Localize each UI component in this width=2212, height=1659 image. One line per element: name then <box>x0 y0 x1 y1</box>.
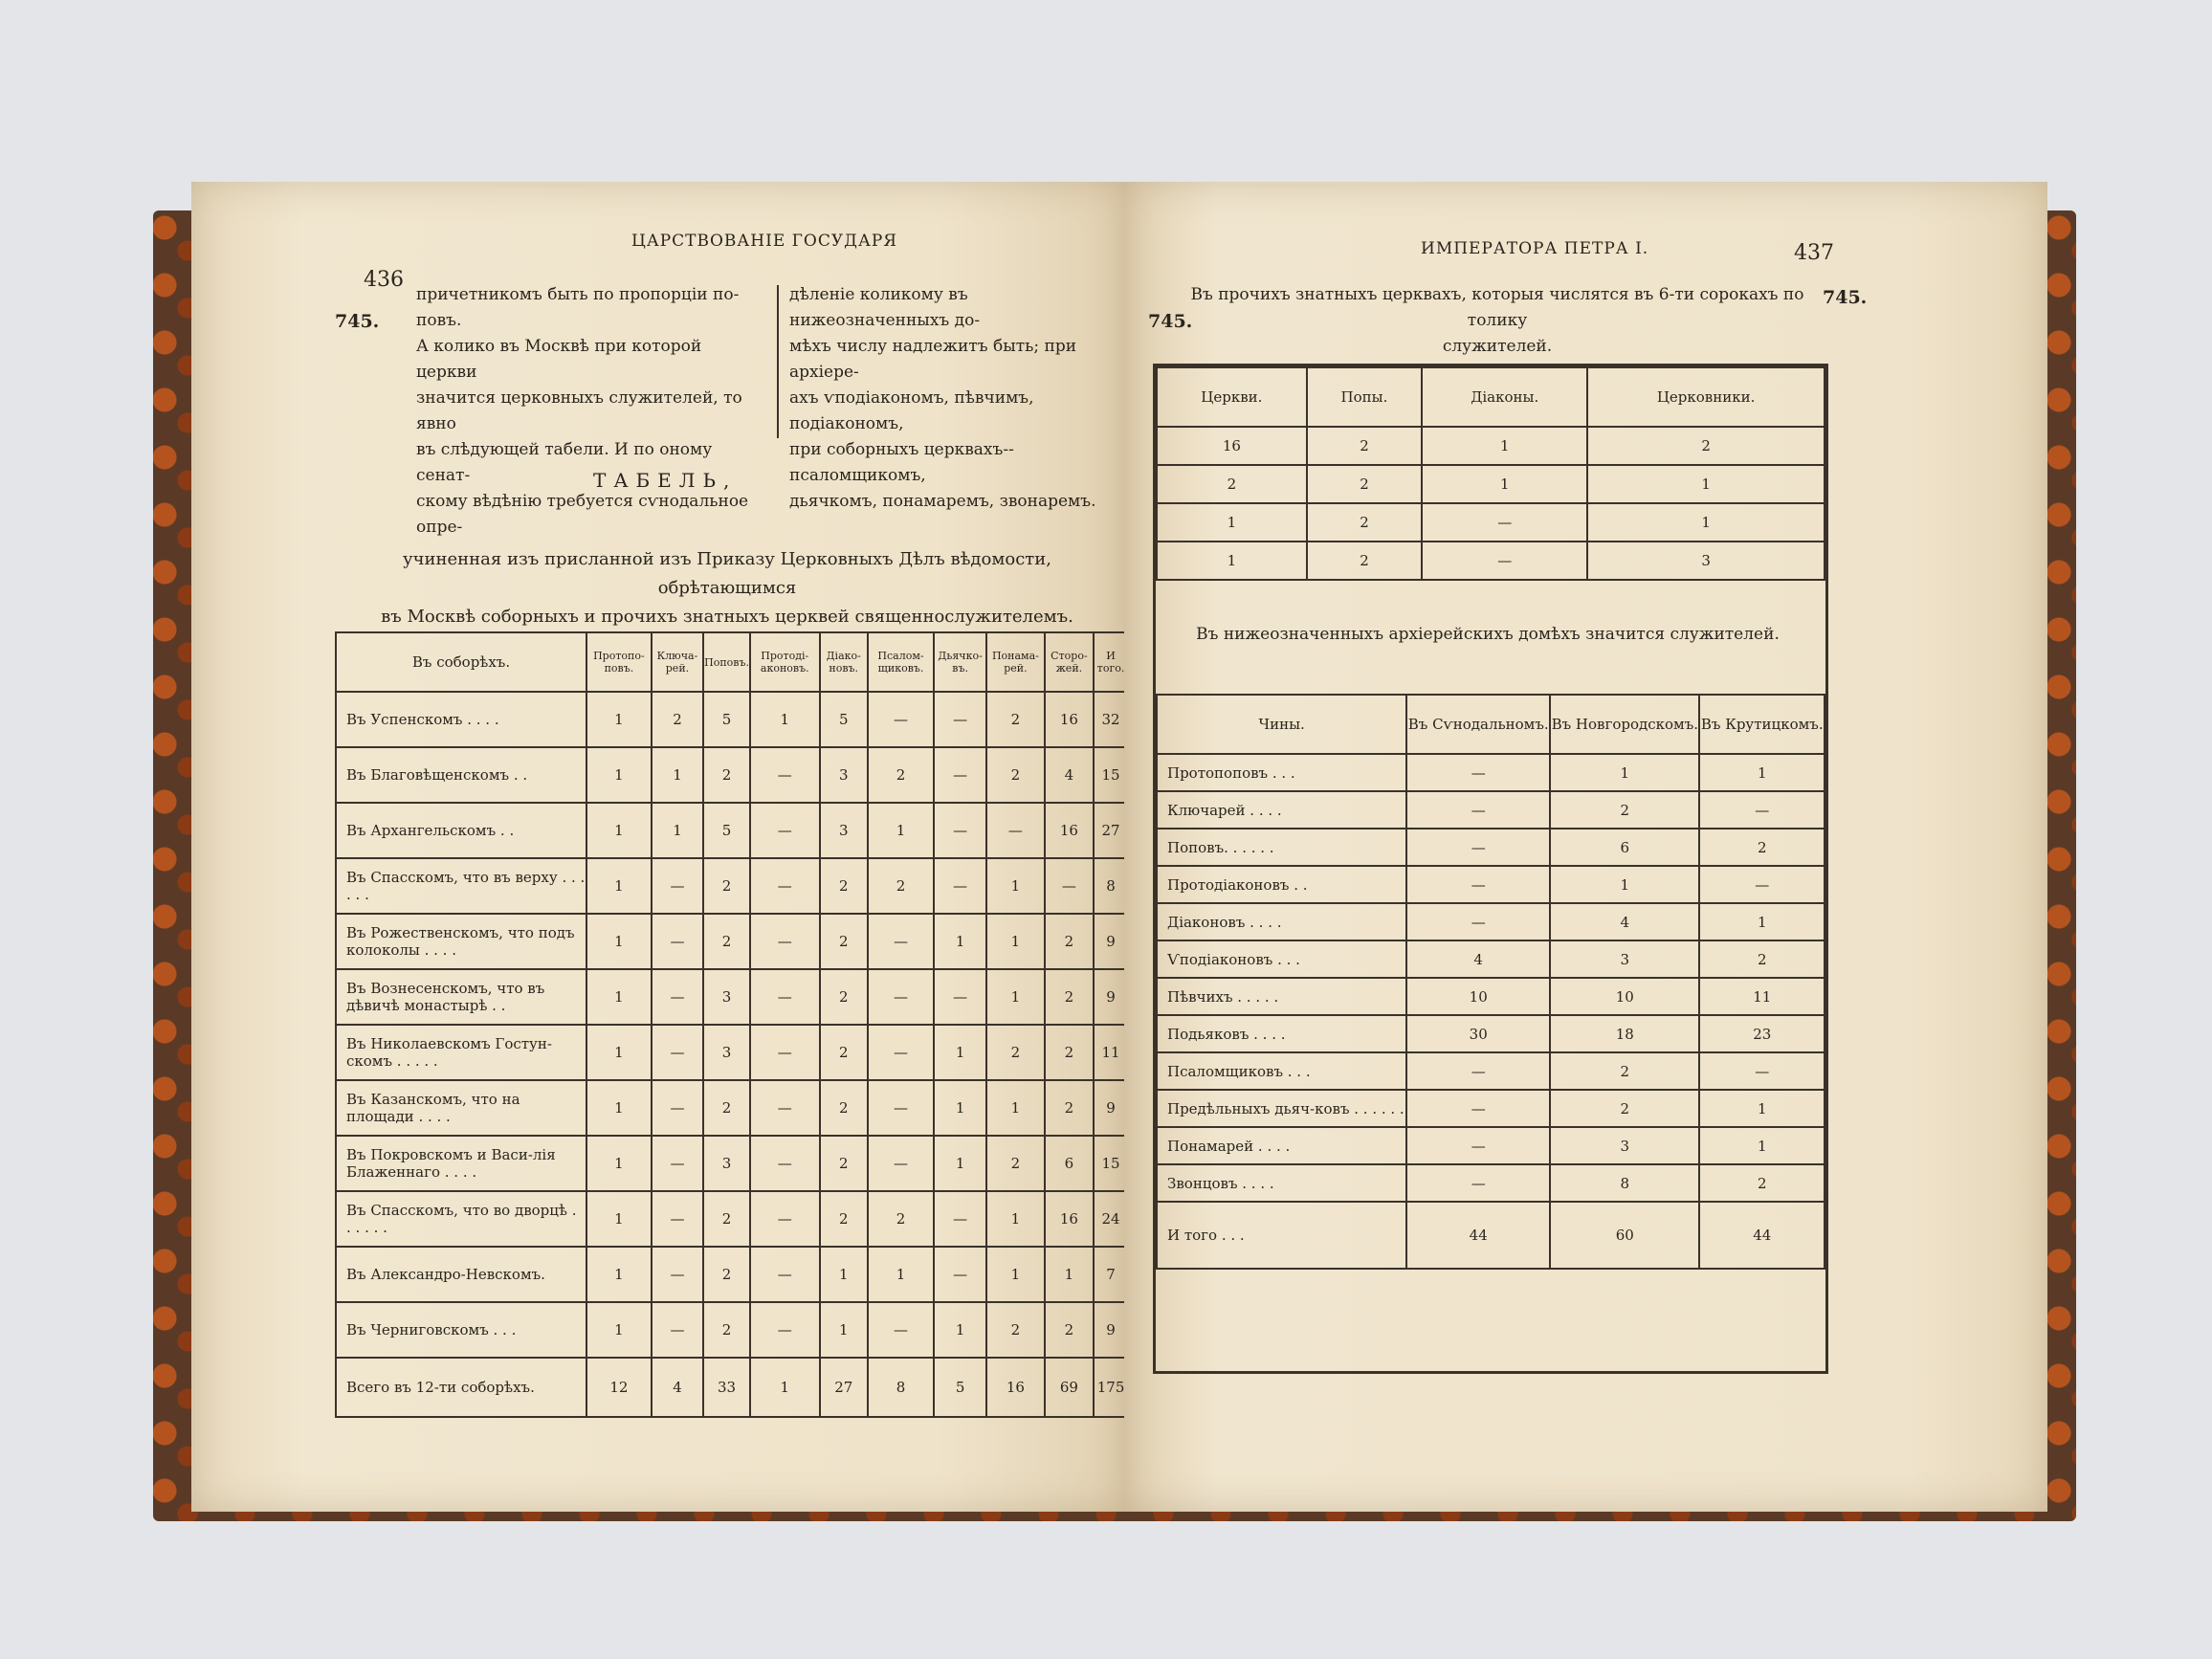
running-head: ИМПЕРАТОРА ПЕТРА I. <box>1421 239 1649 258</box>
table-cell: — <box>750 858 820 914</box>
table-cell: 1 <box>1587 503 1825 542</box>
table-row <box>336 914 1124 969</box>
table-cell: 24 <box>1094 1191 1124 1247</box>
table-row <box>1157 1090 1825 1127</box>
table-cell: — <box>750 1136 820 1191</box>
row-label: Псаломщиковъ . . . <box>1157 1052 1406 1090</box>
row-label: Ключарей . . . . <box>1157 791 1406 829</box>
table-row <box>336 1080 1124 1136</box>
table-cell: 2 <box>1045 1080 1094 1136</box>
table-cell: 1 <box>868 1247 934 1302</box>
table-cell: 2 <box>1045 914 1094 969</box>
table-cell: — <box>934 1247 986 1302</box>
table-cell: — <box>1406 829 1550 866</box>
table-cell: 1 <box>820 1302 868 1358</box>
column-header: Діако-новъ. <box>820 632 868 692</box>
table-cell: — <box>1406 903 1550 940</box>
text-line: причетникомъ быть по пропорціи по- <box>416 285 740 304</box>
table-row <box>1157 1164 1825 1202</box>
table-cell: 2 <box>820 914 868 969</box>
column-header: Понама-рей. <box>986 632 1045 692</box>
total-row <box>336 1358 1124 1417</box>
table-cell: — <box>652 1080 703 1136</box>
table-row <box>1157 866 1825 903</box>
table-cell: 5 <box>703 692 750 747</box>
table-cell: 11 <box>1094 1025 1124 1080</box>
total-cell: 175 <box>1094 1358 1124 1417</box>
table-cell: 5 <box>820 692 868 747</box>
row-label: Въ Благовѣщенскомъ . . <box>336 747 586 803</box>
table-cell: — <box>986 803 1045 858</box>
open-book <box>153 182 2076 1521</box>
total-label: Всего въ 12-ти соборѣхъ. <box>336 1358 586 1417</box>
right-page <box>1124 182 2047 1512</box>
table-cell: 1 <box>1699 903 1825 940</box>
table-row <box>1157 1127 1825 1164</box>
page-number: 437 <box>1794 241 1834 265</box>
table-cell: 16 <box>1157 427 1307 465</box>
text-line: повъ. <box>416 311 462 330</box>
table-cell: 3 <box>1550 1127 1699 1164</box>
table-cell: — <box>1699 866 1825 903</box>
table-cell: 1 <box>934 914 986 969</box>
total-cell: 5 <box>934 1358 986 1417</box>
total-cell: 16 <box>986 1358 1045 1417</box>
table-cell: — <box>1045 858 1094 914</box>
table-cell: 1 <box>586 1025 652 1080</box>
table-cell: 2 <box>986 692 1045 747</box>
row-label: Въ Спасскомъ, что въ верху . . . . . . <box>336 858 586 914</box>
row-label: Протопоповъ . . . <box>1157 754 1406 791</box>
intro-text <box>1182 282 1813 360</box>
column-header: Ключа-рей. <box>652 632 703 692</box>
table-cell: 1 <box>586 1302 652 1358</box>
table-cell: 32 <box>1094 692 1124 747</box>
table-cell: — <box>652 858 703 914</box>
table-cell: — <box>868 1136 934 1191</box>
table-cell: — <box>750 969 820 1025</box>
table-cell: — <box>750 1302 820 1358</box>
table-cell: 2 <box>703 1080 750 1136</box>
table-cell: 11 <box>1699 978 1825 1015</box>
table-row <box>1157 754 1825 791</box>
table-cell: 2 <box>868 1191 934 1247</box>
table-cell: 1 <box>1422 427 1587 465</box>
table-cell: 2 <box>703 747 750 803</box>
table-cell: — <box>868 1025 934 1080</box>
row-label: Въ Архангельскомъ . . <box>336 803 586 858</box>
row-label: Протодіаконовъ . . <box>1157 866 1406 903</box>
row-label: Діаконовъ . . . . <box>1157 903 1406 940</box>
row-label: Въ Вознесенскомъ, что въ дѣвичѣ монастырѣ . . <box>336 969 586 1025</box>
table-cell: — <box>750 1080 820 1136</box>
table-cell: 1 <box>1550 866 1699 903</box>
table-cell: 1 <box>986 1247 1045 1302</box>
table-cell: 2 <box>1699 940 1825 978</box>
total-cell: 12 <box>586 1358 652 1417</box>
table-cell: 1 <box>1587 465 1825 503</box>
row-label: Звонцовъ . . . . <box>1157 1164 1406 1202</box>
table-cell: 2 <box>986 1136 1045 1191</box>
column-header: Поповъ. <box>703 632 750 692</box>
table-cell: 2 <box>652 692 703 747</box>
table-cell: — <box>750 1025 820 1080</box>
table-cell: 3 <box>820 803 868 858</box>
table-cell: 1 <box>986 1191 1045 1247</box>
table-cell: 4 <box>1045 747 1094 803</box>
table-cell: 9 <box>1094 969 1124 1025</box>
table-cell: 1 <box>750 692 820 747</box>
table-cell: — <box>934 747 986 803</box>
table-cell: — <box>750 803 820 858</box>
table-cell: 2 <box>1550 1090 1699 1127</box>
table-cell: 2 <box>868 858 934 914</box>
table-cell: — <box>652 914 703 969</box>
row-label: Въ Николаевскомъ Гостун-скомъ . . . . . <box>336 1025 586 1080</box>
row-label: Въ Рожественскомъ, что подъ колоколы . . . . <box>336 914 586 969</box>
table-cell: — <box>868 1302 934 1358</box>
table-cell: — <box>652 1247 703 1302</box>
table-cell: 1 <box>586 1247 652 1302</box>
table-cell: — <box>1406 1052 1550 1090</box>
total-cell: 44 <box>1699 1202 1825 1269</box>
table-cell: 2 <box>703 858 750 914</box>
table-cell: — <box>868 969 934 1025</box>
column-header: Церкви. <box>1157 367 1307 427</box>
table-row <box>336 692 1124 747</box>
table-row <box>336 969 1124 1025</box>
table-cell: 1 <box>986 1080 1045 1136</box>
table-cell: 2 <box>1699 1164 1825 1202</box>
table-cell: 2 <box>820 1080 868 1136</box>
row-label: Предѣльныхъ дьяч-ковъ . . . . . . <box>1157 1090 1406 1127</box>
table-cell: — <box>750 1191 820 1247</box>
text-line: дѣленіе коликому въ нижеозначенныхъ до- <box>789 285 981 330</box>
table-row <box>1157 829 1825 866</box>
column-divider <box>777 285 779 438</box>
table-cell: — <box>1406 1127 1550 1164</box>
table-cell: 2 <box>820 969 868 1025</box>
table-cell: 2 <box>1587 427 1825 465</box>
table-row <box>336 1136 1124 1191</box>
table-row <box>336 1025 1124 1080</box>
table-cell: 2 <box>820 1025 868 1080</box>
table-cell: — <box>868 692 934 747</box>
subtitle-line-1: учиненная изъ присланной изъ Приказу Церковныхъ Дѣлъ вѣдомости, обрѣтающимся <box>403 549 1051 598</box>
table-cell: 1 <box>934 1080 986 1136</box>
total-cell: 33 <box>703 1358 750 1417</box>
total-row <box>1157 1202 1825 1269</box>
table-cell: 3 <box>1550 940 1699 978</box>
table-cell: 3 <box>703 969 750 1025</box>
table-cell: 1 <box>934 1025 986 1080</box>
table-cell: 2 <box>868 747 934 803</box>
text-line: ахъ ѵподіакономъ, пѣвчимъ, подіакономъ, <box>789 388 1034 433</box>
table-cell: 1 <box>1422 465 1587 503</box>
table-row <box>336 1247 1124 1302</box>
table-cell: 15 <box>1094 747 1124 803</box>
table-cell: 1 <box>986 914 1045 969</box>
table-cell: 2 <box>820 1136 868 1191</box>
table-row <box>336 747 1124 803</box>
column-header: Въ Крутицкомъ. <box>1699 695 1825 754</box>
table-cell: 9 <box>1094 1080 1124 1136</box>
section-number: 745. <box>1148 311 1193 332</box>
column-header: Въ Новгородскомъ. <box>1550 695 1699 754</box>
table-cell: — <box>1699 1052 1825 1090</box>
table-cell: 2 <box>1307 427 1422 465</box>
table-cell: — <box>652 1025 703 1080</box>
total-cell: 69 <box>1045 1358 1094 1417</box>
table-cell: — <box>934 692 986 747</box>
table-cell: 1 <box>1699 1127 1825 1164</box>
table-row <box>1157 1015 1825 1052</box>
table-cell: — <box>750 914 820 969</box>
section-number: 745. <box>335 311 380 332</box>
table-cell: 1 <box>1045 1247 1094 1302</box>
table-cell: 1 <box>1550 754 1699 791</box>
table-cell: — <box>1406 791 1550 829</box>
table-row <box>336 1191 1124 1247</box>
subtitle-line-2: въ Москвѣ соборныхъ и прочихъ знатныхъ церквей священнослужителемъ. <box>381 607 1073 627</box>
table-cell: 8 <box>1094 858 1124 914</box>
table-row <box>1157 503 1825 542</box>
table-cell: 1 <box>1699 754 1825 791</box>
table-cell: 16 <box>1045 1191 1094 1247</box>
table-title: ТАБЕЛЬ, <box>593 469 738 492</box>
table-cell: 1 <box>586 1136 652 1191</box>
header-row <box>1157 367 1825 427</box>
table-cell: — <box>934 969 986 1025</box>
table-cell: — <box>652 1302 703 1358</box>
row-label: Пѣвчихъ . . . . . <box>1157 978 1406 1015</box>
table-cell: 2 <box>820 1191 868 1247</box>
table-cell: 2 <box>703 914 750 969</box>
table-cell: 1 <box>586 914 652 969</box>
row-label: Понамарей . . . . <box>1157 1127 1406 1164</box>
table-row <box>1157 940 1825 978</box>
table-cell: 1 <box>586 1080 652 1136</box>
table-cell: 2 <box>986 1025 1045 1080</box>
total-cell: 60 <box>1550 1202 1699 1269</box>
total-cell: 1 <box>750 1358 820 1417</box>
table-cell: — <box>750 1247 820 1302</box>
table-cell: — <box>1699 791 1825 829</box>
table-cell: 9 <box>1094 1302 1124 1358</box>
row-label: Въ Покровскомъ и Васи-лія Блаженнаго . . . . <box>336 1136 586 1191</box>
column-header: Въ Сѵнодальномъ. <box>1406 695 1550 754</box>
header-row <box>1157 695 1825 754</box>
table-row <box>1157 978 1825 1015</box>
table-cell: 1 <box>986 858 1045 914</box>
table-cell: 16 <box>1045 803 1094 858</box>
table-cell: 15 <box>1094 1136 1124 1191</box>
table-cell: 23 <box>1699 1015 1825 1052</box>
table-cell: 4 <box>1406 940 1550 978</box>
table-cell: 2 <box>1045 969 1094 1025</box>
row-label: Въ Черниговскомъ . . . <box>336 1302 586 1358</box>
column-header: Діаконы. <box>1422 367 1587 427</box>
row-label: Въ Спасскомъ, что во дворцѣ . . . . . . <box>336 1191 586 1247</box>
table-cell: 2 <box>703 1247 750 1302</box>
table-cell: 3 <box>703 1025 750 1080</box>
bishops-houses-table <box>1156 694 1825 1270</box>
table-cell: 2 <box>1699 829 1825 866</box>
table-row <box>1157 465 1825 503</box>
total-cell: 4 <box>652 1358 703 1417</box>
section-number-right: 745. <box>1823 287 1868 308</box>
table-row <box>1157 903 1825 940</box>
table-cell: 2 <box>1550 1052 1699 1090</box>
column-header: Протоді-аконовъ. <box>750 632 820 692</box>
table-cell: 2 <box>1157 465 1307 503</box>
row-label: Поповъ. . . . . . <box>1157 829 1406 866</box>
table-cell: 1 <box>986 969 1045 1025</box>
table-cell: 2 <box>1045 1025 1094 1080</box>
column-header: Псалом-щиковъ. <box>868 632 934 692</box>
column-header: Дьячко-въ. <box>934 632 986 692</box>
table-cell: 3 <box>703 1136 750 1191</box>
table-cell: 3 <box>1587 542 1825 580</box>
table-cell: 1 <box>934 1302 986 1358</box>
row-label: Подьяковъ . . . . <box>1157 1015 1406 1052</box>
text-line: дьячкомъ, понамаремъ, звонаремъ. <box>789 492 1096 511</box>
total-label: И того . . . <box>1157 1202 1406 1269</box>
table-cell: — <box>1406 754 1550 791</box>
paragraph-col1 <box>416 282 756 541</box>
table-cell: 16 <box>1045 692 1094 747</box>
table-cell: — <box>1406 866 1550 903</box>
table-subtitle <box>335 545 1119 631</box>
table-cell: — <box>1422 542 1587 580</box>
table-row <box>1157 427 1825 465</box>
table-cell: 1 <box>1699 1090 1825 1127</box>
total-cell: 8 <box>868 1358 934 1417</box>
table-cell: — <box>934 803 986 858</box>
table-cell: 1 <box>586 747 652 803</box>
table-cell: 6 <box>1045 1136 1094 1191</box>
mid-text: Въ нижеозначенныхъ архіерейскихъ домѣхъ значится служителей. <box>1196 625 1780 644</box>
table-cell: 10 <box>1550 978 1699 1015</box>
table-cell: 1 <box>820 1247 868 1302</box>
text-line: въ слѣдующей табели. И по оному сенат- <box>416 440 713 485</box>
table-cell: — <box>868 914 934 969</box>
text-line: при соборныхъ церквахъ--псаломщикомъ, <box>789 440 1014 485</box>
table-cell: 1 <box>1157 542 1307 580</box>
text-line: А колико въ Москвѣ при которой церкви <box>416 337 702 382</box>
table-cell: 9 <box>1094 914 1124 969</box>
table-cell: 6 <box>1550 829 1699 866</box>
table-row <box>1157 791 1825 829</box>
table-cell: 1 <box>934 1136 986 1191</box>
row-label: Въ Александро-Невскомъ. <box>336 1247 586 1302</box>
intro-line-1: Въ прочихъ знатныхъ церквахъ, которыя числятся въ 6-ти сорокахъ по толику <box>1190 285 1804 330</box>
table-cell: 30 <box>1406 1015 1550 1052</box>
header-row <box>336 632 1124 692</box>
table-cell: 2 <box>986 747 1045 803</box>
table-cell: 8 <box>1550 1164 1699 1202</box>
row-label: Въ Казанскомъ, что на площади . . . . <box>336 1080 586 1136</box>
table-row <box>336 1302 1124 1358</box>
table-cell: — <box>934 1191 986 1247</box>
column-header: Сторо-жей. <box>1045 632 1094 692</box>
churches-table <box>1156 366 1825 581</box>
total-cell: 27 <box>820 1358 868 1417</box>
table-cell: 1 <box>586 969 652 1025</box>
table-row <box>336 803 1124 858</box>
table-cell: 3 <box>820 747 868 803</box>
table-cell: — <box>652 1191 703 1247</box>
table-cell: 2 <box>1550 791 1699 829</box>
total-cell: 44 <box>1406 1202 1550 1269</box>
table-cell: 1 <box>652 803 703 858</box>
table-cell: 1 <box>586 1191 652 1247</box>
table-cell: — <box>1406 1090 1550 1127</box>
row-label: Ѵподіаконовъ . . . <box>1157 940 1406 978</box>
column-header: Протопо-повъ. <box>586 632 652 692</box>
column-header: И того. <box>1094 632 1124 692</box>
page-number: 436 <box>364 268 404 292</box>
table-row <box>1157 542 1825 580</box>
table-row <box>1157 1052 1825 1090</box>
table-cell: 18 <box>1550 1015 1699 1052</box>
table-cell: 1 <box>586 692 652 747</box>
table-cell: — <box>1406 1164 1550 1202</box>
text-line: значится церковныхъ служителей, то явно <box>416 388 742 433</box>
column-header: Чины. <box>1157 695 1406 754</box>
table-cell: 2 <box>1307 465 1422 503</box>
table-cell: — <box>750 747 820 803</box>
table-cell: 2 <box>1307 542 1422 580</box>
left-page <box>191 182 1124 1512</box>
table-cell: — <box>1422 503 1587 542</box>
intro-line-2: служителей. <box>1442 337 1553 356</box>
paragraph-col2 <box>789 282 1124 515</box>
table-cell: 10 <box>1406 978 1550 1015</box>
table-cell: 2 <box>986 1302 1045 1358</box>
running-head: ЦАРСТВОВАНІЕ ГОСУДАРЯ <box>631 232 897 251</box>
table-cell: — <box>868 1080 934 1136</box>
table-cell: 5 <box>703 803 750 858</box>
text-line: скому вѣдѣнію требуется сѵнодальное опре- <box>416 492 749 537</box>
table-cell: — <box>652 969 703 1025</box>
table-cell: 7 <box>1094 1247 1124 1302</box>
table-cell: 1 <box>652 747 703 803</box>
table-cell: 1 <box>1157 503 1307 542</box>
table-cell: 2 <box>1045 1302 1094 1358</box>
column-header: Въ соборѣхъ. <box>336 632 586 692</box>
table-cell: 1 <box>586 803 652 858</box>
table-cell: 2 <box>703 1302 750 1358</box>
table-cell: 4 <box>1550 903 1699 940</box>
row-label: Въ Успенскомъ . . . . <box>336 692 586 747</box>
table-cell: 1 <box>868 803 934 858</box>
table-cell: 2 <box>820 858 868 914</box>
table-cell: 1 <box>586 858 652 914</box>
column-header: Церковники. <box>1587 367 1825 427</box>
table-cell: 27 <box>1094 803 1124 858</box>
text-line: мѣхъ числу надлежитъ быть; при архіере- <box>789 337 1077 382</box>
clergy-table <box>335 631 1124 1418</box>
table-cell: — <box>652 1136 703 1191</box>
table-cell: 2 <box>703 1191 750 1247</box>
column-header: Попы. <box>1307 367 1422 427</box>
table-cell: — <box>934 858 986 914</box>
table-row <box>336 858 1124 914</box>
table-cell: 2 <box>1307 503 1422 542</box>
